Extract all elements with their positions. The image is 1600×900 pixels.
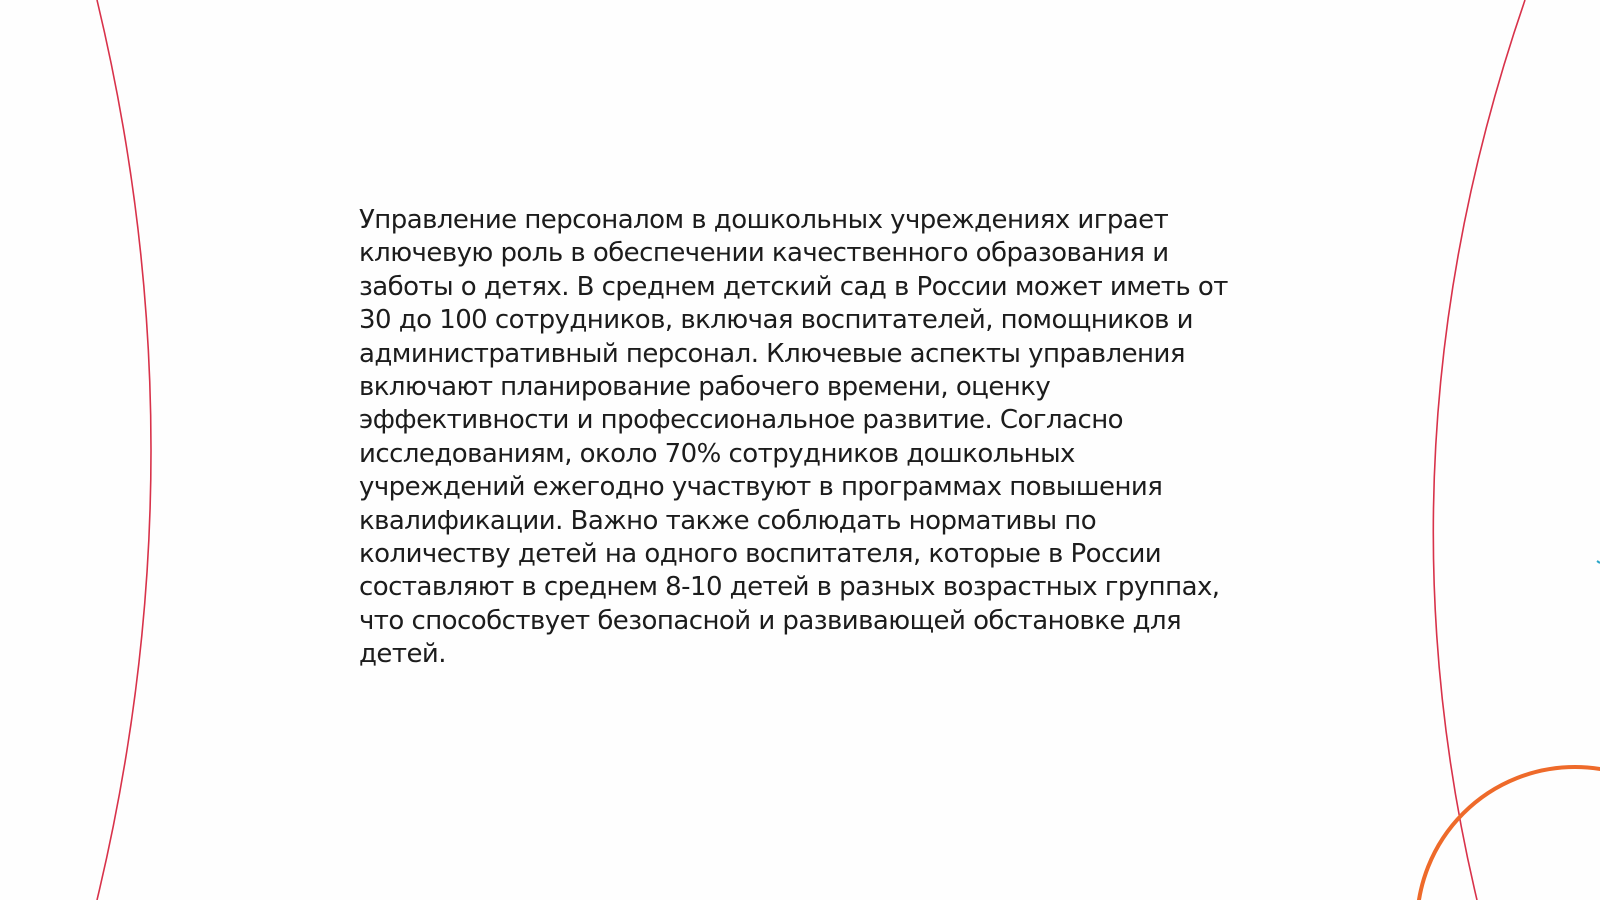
orange-circle-decor xyxy=(1417,767,1600,900)
left-arc-curve xyxy=(97,0,151,900)
body-paragraph: Управление персоналом в дошкольных учреждениях играет ключевую роль в обеспечении качественного образования и заботы о детях. В среднем детский сад в России может иметь от 30 до 100 сотрудников, включая воспитателей, помощников и административный персонал. Ключевые аспекты управления включают планирование рабочего времени, оценку эффективности и профессиональное развитие. Согласно исследованиям, около 70% сотрудников дошкольных учреждений ежегодно участвуют в программах повышения квалификации. Важно также соблюдать нормативы по количеству детей на одного воспитателя, которые в России составляют в среднем 8-10 детей в разных возрастных группах, что способствует безопасной и развивающей обстановке для детей. xyxy=(359,205,1228,670)
right-arc-curve xyxy=(1433,0,1525,900)
